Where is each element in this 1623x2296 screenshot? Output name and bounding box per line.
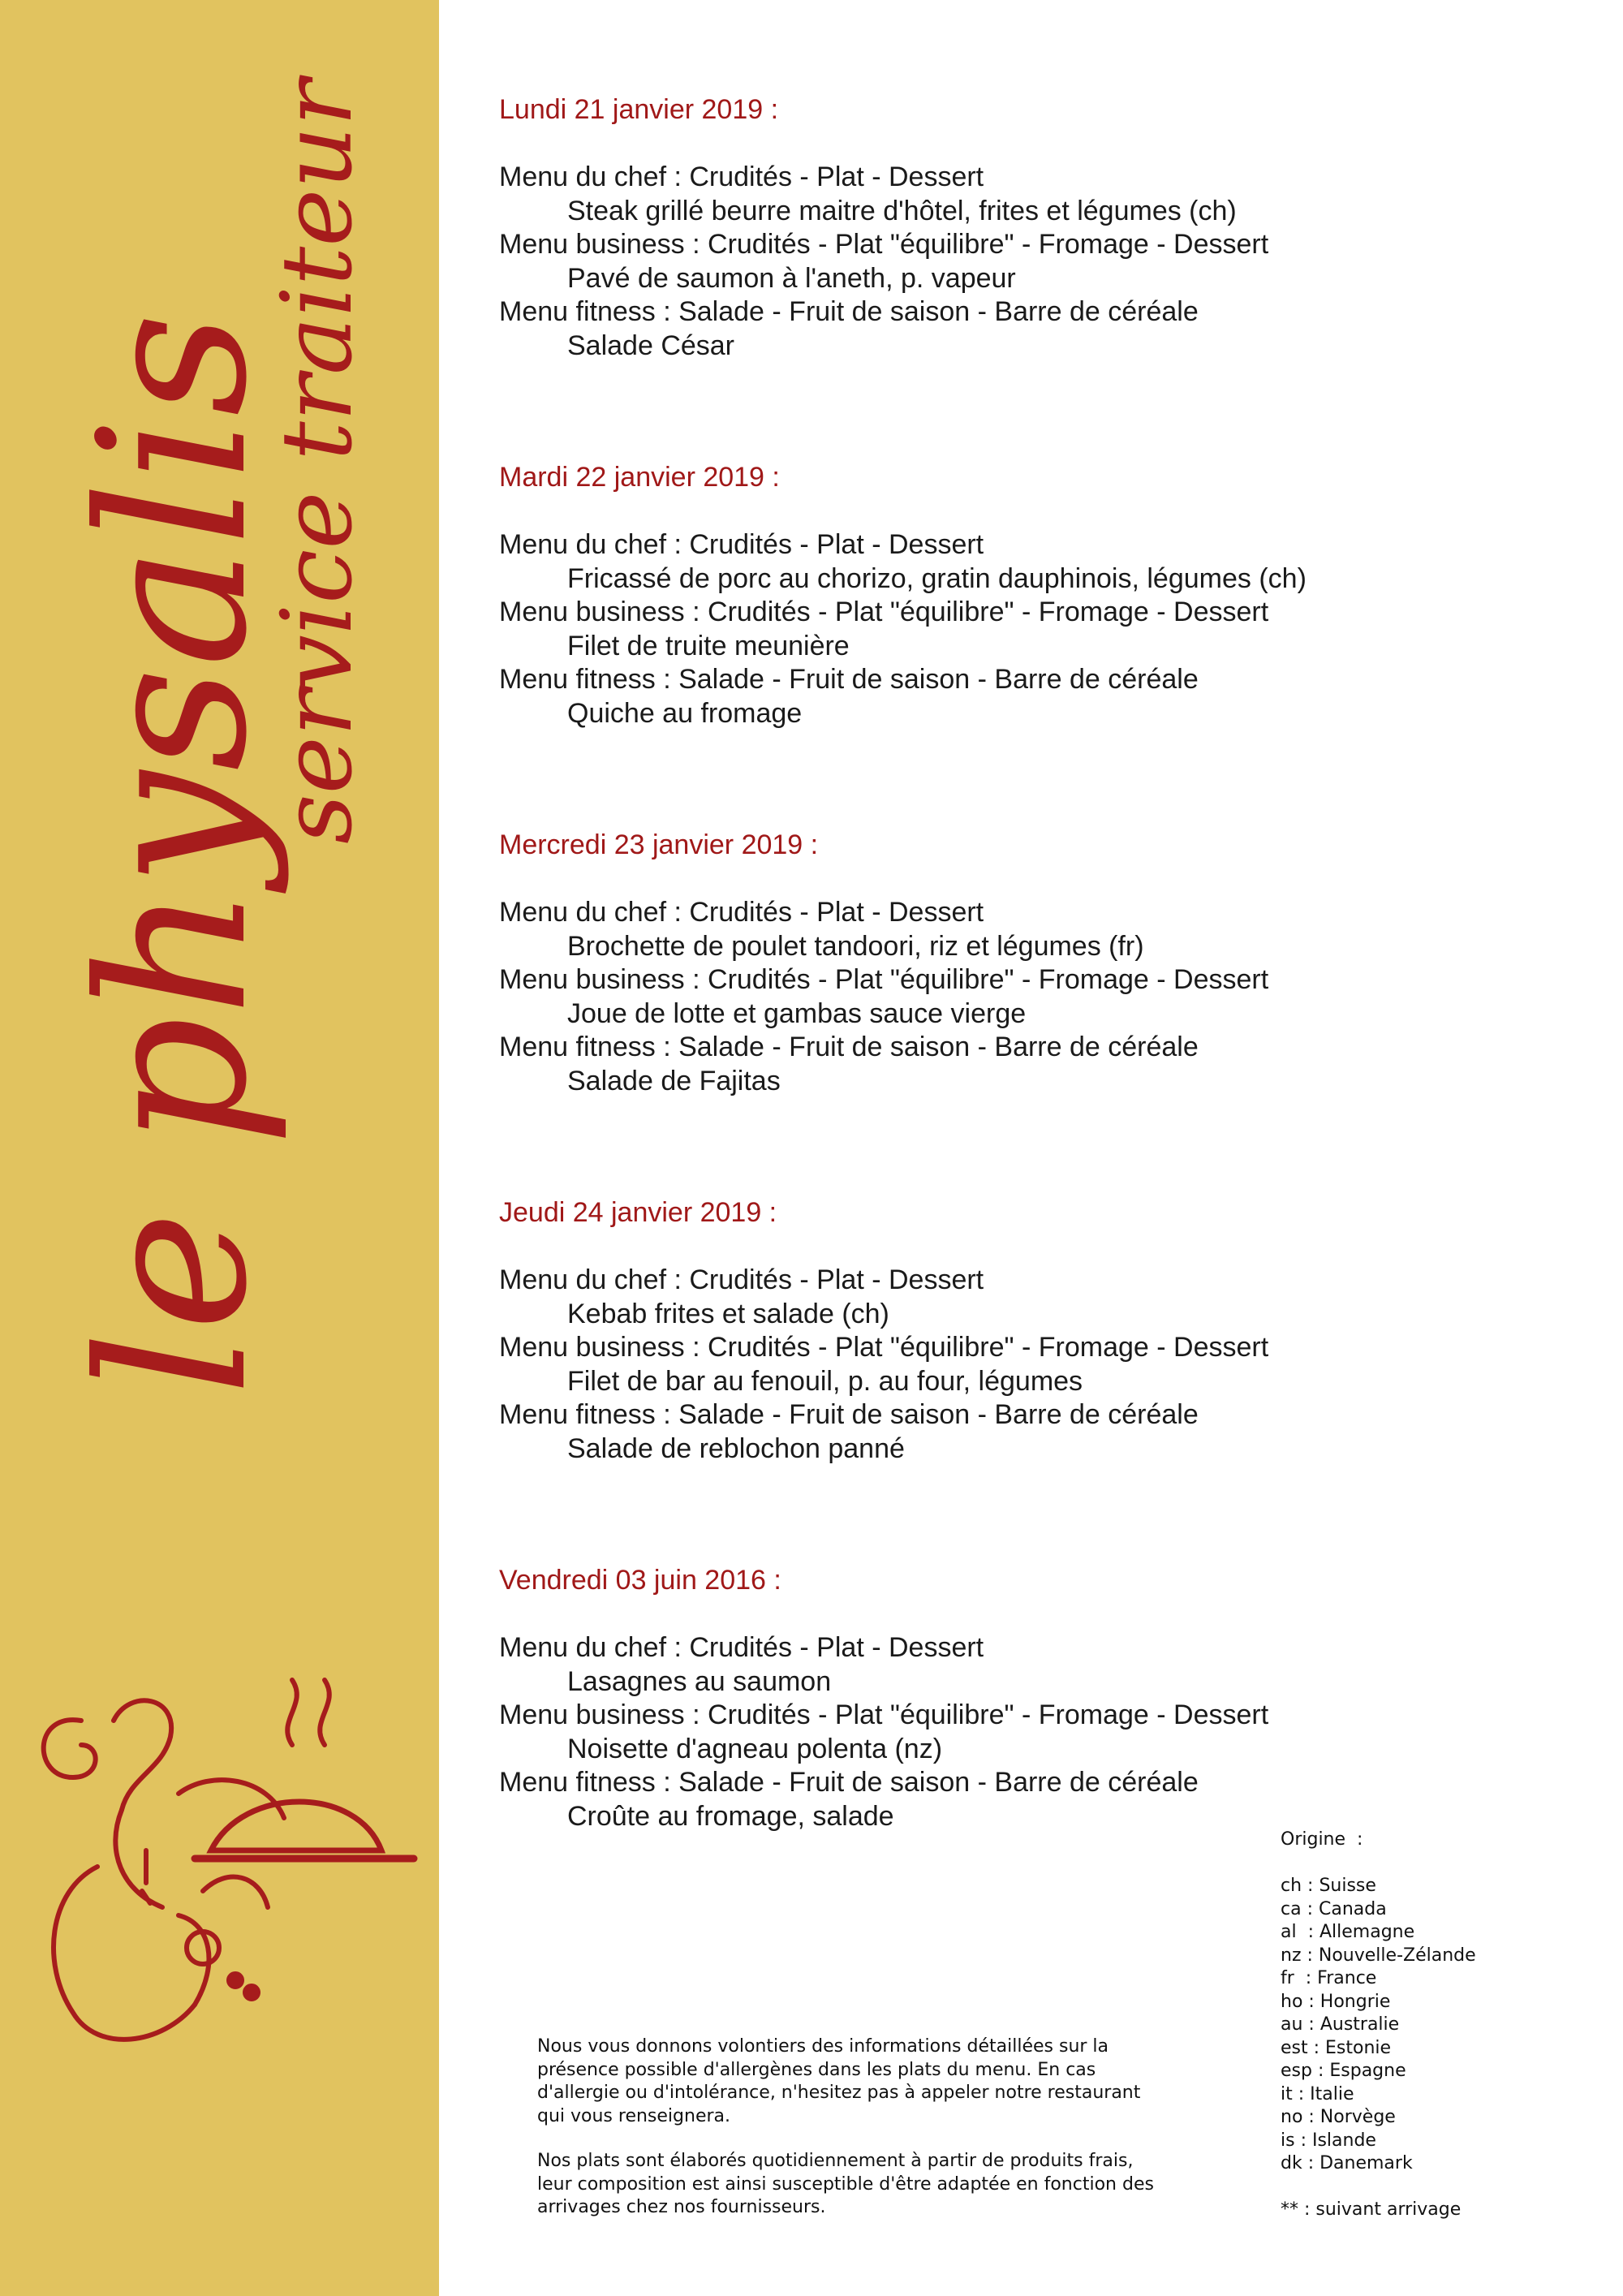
origin-item: est : Estonie xyxy=(1281,2037,1392,2058)
brand-logo xyxy=(0,0,439,2296)
day-title: Jeudi 24 janvier 2019 : xyxy=(499,1197,777,1228)
dish-fitness: Salade César xyxy=(567,330,735,361)
origin-item: ho : Hongrie xyxy=(1281,1991,1391,2012)
dish-chef: Fricassé de porc au chorizo, gratin dauphinois, légumes (ch) xyxy=(567,562,1307,594)
day-title: Vendredi 03 juin 2016 : xyxy=(499,1565,781,1596)
menu-label-chef: Menu du chef : Crudités - Plat - Dessert xyxy=(499,1632,984,1663)
day-title: Mardi 22 janvier 2019 : xyxy=(499,462,780,493)
dish-fitness: Quiche au fromage xyxy=(567,697,803,729)
origin-item: au : Australie xyxy=(1281,2014,1400,2035)
dish-chef: Lasagnes au saumon xyxy=(567,1665,832,1697)
origin-title: Origine : xyxy=(1281,1829,1363,1850)
menu-label-chef: Menu du chef : Crudités - Plat - Dessert xyxy=(499,162,984,192)
freshness-paragraph: Nos plats sont élaborés quotidiennement à partir de produits frais, leur composition est ainsi susceptible d'être adaptée en fonction des arrivages chez nos fournisseurs. xyxy=(537,2151,1154,2217)
day-block-2 xyxy=(499,460,1570,730)
origin-item: al : Allemagne xyxy=(1281,1922,1415,1942)
dish-fitness: Salade de Fajitas xyxy=(567,1065,781,1096)
menu-label-business: Menu business : Crudités - Plat "équilibre" - Fromage - Dessert xyxy=(499,1699,1269,1730)
dish-business: Pavé de saumon à l'aneth, p. vapeur xyxy=(567,262,1016,294)
dish-business: Noisette d'agneau polenta (nz) xyxy=(567,1733,943,1764)
day-block-5 xyxy=(499,1563,1570,1833)
day-title: Lundi 21 janvier 2019 : xyxy=(499,94,779,125)
origin-item: dk : Danemark xyxy=(1281,2153,1413,2173)
origin-item: it : Italie xyxy=(1281,2083,1354,2104)
dish-fitness: Salade de reblochon panné xyxy=(567,1432,905,1464)
menu-label-business: Menu business : Crudités - Plat "équilibre" - Fromage - Dessert xyxy=(499,597,1269,627)
menu-label-fitness: Menu fitness : Salade - Fruit de saison - Barre de céréale xyxy=(499,1767,1199,1798)
menu-label-chef: Menu du chef : Crudités - Plat - Dessert xyxy=(499,529,984,560)
menu-label-chef: Menu du chef : Crudités - Plat - Dessert xyxy=(499,1264,984,1295)
dish-fitness: Croûte au fromage, salade xyxy=(567,1800,894,1832)
origin-note: ** : suivant arrivage xyxy=(1281,2199,1462,2220)
dish-business: Filet de truite meunière xyxy=(567,630,850,661)
brand-tagline: service traiteur xyxy=(261,80,374,844)
origin-legend xyxy=(1281,1829,1605,2222)
allergen-notice xyxy=(537,2035,1162,2242)
menu-label-fitness: Menu fitness : Salade - Fruit de saison - Barre de céréale xyxy=(499,1032,1199,1062)
day-block-3 xyxy=(499,828,1570,1098)
origin-item: ca : Canada xyxy=(1281,1898,1387,1919)
origin-item: fr : France xyxy=(1281,1968,1377,1988)
brand-sidebar xyxy=(0,0,439,2296)
brand-name: le physalis xyxy=(55,312,291,1396)
origin-item: ch : Suisse xyxy=(1281,1876,1376,1896)
menu-label-fitness: Menu fitness : Salade - Fruit de saison - Barre de céréale xyxy=(499,664,1199,695)
dish-business: Joue de lotte et gambas sauce vierge xyxy=(567,997,1027,1029)
day-block-1 xyxy=(499,93,1570,363)
origin-item: is : Islande xyxy=(1281,2130,1376,2151)
menu-label-chef: Menu du chef : Crudités - Plat - Dessert xyxy=(499,897,984,928)
origin-item: nz : Nouvelle-Zélande xyxy=(1281,1945,1476,1966)
dish-chef: Kebab frites et salade (ch) xyxy=(567,1298,889,1329)
dish-chef: Steak grillé beurre maitre d'hôtel, frites et légumes (ch) xyxy=(567,195,1237,226)
dish-business: Filet de bar au fenouil, p. au four, légumes xyxy=(567,1365,1083,1397)
menu-label-business: Menu business : Crudités - Plat "équilibre" - Fromage - Dessert xyxy=(499,229,1269,260)
menu-label-business: Menu business : Crudités - Plat "équilibre" - Fromage - Dessert xyxy=(499,964,1269,995)
day-block-4 xyxy=(499,1195,1570,1466)
origin-item: no : Norvège xyxy=(1281,2107,1396,2127)
menu-label-fitness: Menu fitness : Salade - Fruit de saison - Barre de céréale xyxy=(499,296,1199,327)
origin-item: esp : Espagne xyxy=(1281,2061,1406,2081)
allergen-paragraph: Nous vous donnons volontiers des informations détaillées sur la présence possible d'allergènes dans les plats du menu. En cas d'allergie ou d'intolérance, n'hesitez pas à appeler notre restaurant qui vous renseignera. xyxy=(537,2036,1141,2126)
dish-chef: Brochette de poulet tandoori, riz et légumes (fr) xyxy=(567,930,1144,962)
waiter-illustration xyxy=(44,1680,414,2040)
day-title: Mercredi 23 janvier 2019 : xyxy=(499,829,819,860)
menu-label-fitness: Menu fitness : Salade - Fruit de saison - Barre de céréale xyxy=(499,1399,1199,1430)
menu-label-business: Menu business : Crudités - Plat "équilibre" - Fromage - Dessert xyxy=(499,1332,1269,1363)
